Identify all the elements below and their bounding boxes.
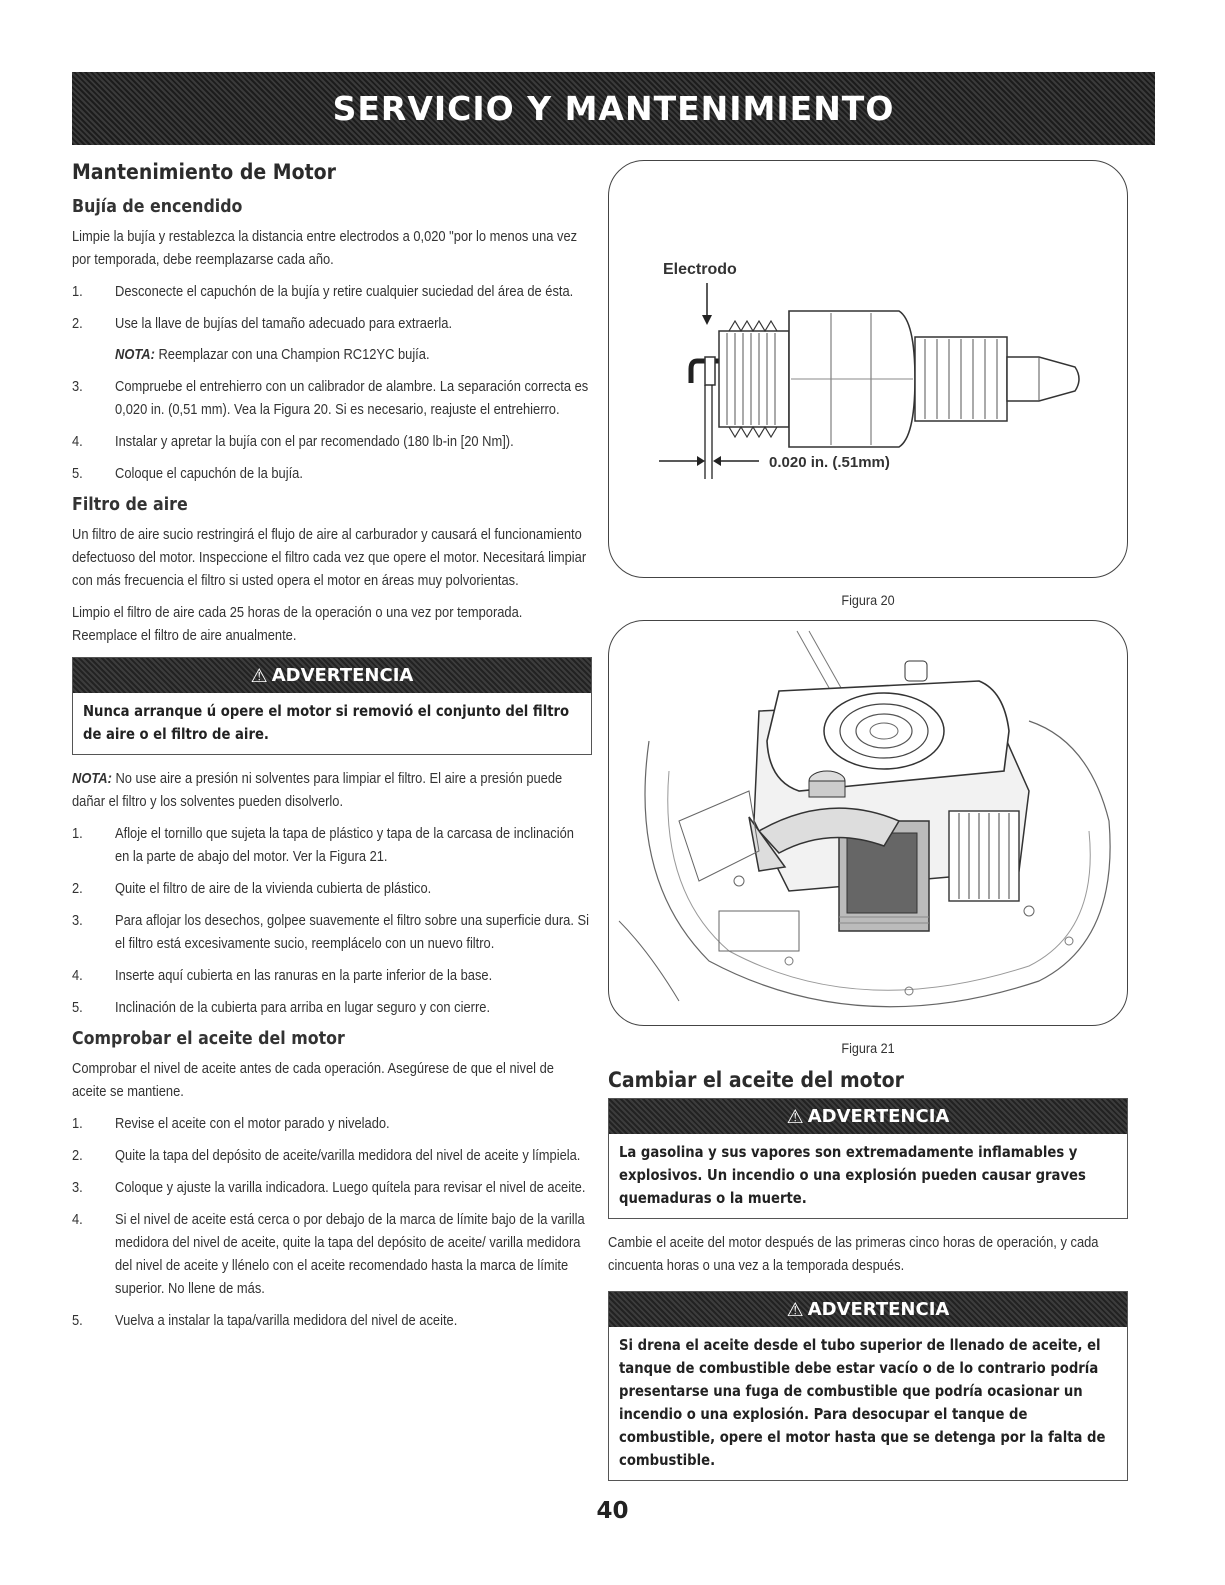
warning-text: Nunca arranque ú opere el motor si removió el conjunto del filtro de aire o el filtro de aire. — [83, 702, 570, 743]
spark-plug-steps — [72, 280, 592, 485]
list-item: 2. Use la llave de bujías del tamaño adecuado para extraerla. NOTA: Reemplazar con una Champion RC12YC bujía. — [72, 312, 591, 366]
list-item: 4. Si el nivel de aceite está cerca o por debajo de la marca de límite bajo de la varilla medidora del nivel de aceite, quite la tapa del depósito de aceite/ varilla medidora del nivel de aceite y llénelo con el aceite recomendado hasta la marca de límite superior. No llene de más. — [72, 1211, 585, 1297]
section-banner — [72, 72, 1155, 145]
change-oil-heading: Cambiar el aceite del motor — [608, 1068, 904, 1092]
page-number: 40 — [596, 1498, 629, 1524]
list-item: 5. Inclinación de la cubierta para arriba en lugar seguro y con cierre. — [72, 999, 491, 1016]
air-filter-warning — [72, 657, 592, 755]
air-filter-note: NOTA: No use aire a presión ni solventes para limpiar el filtro. El aire a presión puede dañar el filtro y los solventes pueden disolverlo. — [72, 770, 563, 810]
electrode-label: Electrodo — [663, 261, 737, 278]
list-item: 5. Coloque el capuchón de la bujía. — [72, 465, 303, 482]
spark-plug-heading: Bujía de encendido — [72, 196, 243, 217]
warning-header: ⚠ ADVERTENCIA — [73, 658, 591, 693]
banner-title: SERVICIO Y MANTENIMIENTO — [332, 89, 895, 128]
warning-header: ⚠ ADVERTENCIA — [609, 1099, 1127, 1134]
list-item: 2. Quite la tapa del depósito de aceite/varilla medidora del nivel de aceite y límpiela. — [72, 1147, 581, 1164]
engine-illustration — [609, 621, 1127, 1025]
air-filter-heading: Filtro de aire — [72, 494, 188, 515]
list-item: 1. Revise el aceite con el motor parado y nivelado. — [72, 1115, 390, 1132]
list-item: 4. Instalar y apretar la bujía con el par recomendado (180 lb-in [20 Nm]). — [72, 433, 514, 450]
list-item: 1. Desconecte el capuchón de la bujía y retire cualquier suciedad del área de ésta. — [72, 283, 574, 300]
list-item: 3. Compruebe el entrehierro con un calibrador de alambre. La separación correcta es 0,020 in. (0,51 mm). Vea la Figura 20. Si es necesario, reajuste el entrehierro. — [72, 378, 589, 418]
air-filter-paragraph-2: Limpio el filtro de aire cada 25 horas de la operación o una vez por temporada. Reemplace el filtro de aire anualmente. — [72, 604, 523, 644]
check-oil-heading: Comprobar el aceite del motor — [72, 1028, 345, 1049]
spark-plug-illustration — [609, 161, 1127, 577]
right-column — [608, 160, 1128, 1493]
spark-plug-note: NOTA: Reemplazar con una Champion RC12YC bujía. — [115, 346, 430, 363]
warning-text: Si drena el aceite desde el tubo superior de llenado de aceite, el tanque de combustible debe estar vacío o de lo contrario podría presentarse una fuga de combustible que podría ocasionar un incendio o una explosión. Para desocupar el tanque de combustible, opere el motor hasta que se detenga por la falta de combustible. — [619, 1336, 1106, 1469]
change-oil-paragraph: Cambie el aceite del motor después de las primeras cinco horas de operación, y cada cincuenta horas o una vez a la temporada después. — [608, 1234, 1099, 1274]
engine-maintenance-heading: Mantenimiento de Motor — [72, 160, 336, 184]
gap-measurement-label: 0.020 in. (.51mm) — [769, 454, 890, 471]
gasoline-warning — [608, 1098, 1128, 1219]
fuel-drain-warning — [608, 1291, 1128, 1481]
warning-triangle-icon: ⚠ — [250, 664, 268, 687]
figure-20 — [608, 160, 1128, 578]
check-oil-steps — [72, 1112, 592, 1332]
list-item: 4. Inserte aquí cubierta en las ranuras en la parte inferior de la base. — [72, 967, 493, 984]
list-item: 2. Quite el filtro de aire de la vivienda cubierta de plástico. — [72, 880, 432, 897]
list-item: 1. Afloje el tornillo que sujeta la tapa de plástico y tapa de la carcasa de inclinación en la parte de abajo del motor. Ver la Figura 21. — [72, 825, 574, 865]
warning-text: La gasolina y sus vapores son extremadamente inflamables y explosivos. Un incendio o una explosión pueden causar graves quemaduras o la muerte. — [619, 1143, 1086, 1207]
warning-header: ⚠ ADVERTENCIA — [609, 1292, 1127, 1327]
figure-21 — [608, 620, 1128, 1026]
air-filter-paragraph-1: Un filtro de aire sucio restringirá el flujo de aire al carburador y causará el funcionamiento defectuoso del motor. Inspeccione el filtro cada vez que opere el motor. Necesitará limpiar con más frecuencia el filtro si usted opera el motor en áreas muy polvorientas. — [72, 526, 587, 589]
list-item: 3. Coloque y ajuste la varilla indicadora. Luego quítela para revisar el nivel de aceite. — [72, 1179, 586, 1196]
left-column — [72, 160, 592, 1341]
list-item: 3. Para aflojar los desechos, golpee suavemente el filtro sobre una superficie dura. Si el filtro está excesivamente sucio, reemplácelo con un nuevo filtro. — [72, 912, 589, 952]
figure-21-caption: Figura 21 — [841, 1040, 895, 1056]
check-oil-intro: Comprobar el nivel de aceite antes de cada operación. Asegúrese de que el nivel de aceite se mantiene. — [72, 1060, 554, 1100]
figure-20-caption: Figura 20 — [841, 592, 895, 608]
warning-triangle-icon: ⚠ — [786, 1298, 804, 1321]
list-item: 5. Vuelva a instalar la tapa/varilla medidora del nivel de aceite. — [72, 1312, 458, 1329]
warning-triangle-icon: ⚠ — [786, 1105, 804, 1128]
spark-plug-intro: Limpie la bujía y restablezca la distancia entre electrodos a 0,020 "por lo menos una vez por temporada, debe reemplazarse cada año. — [72, 228, 578, 268]
air-filter-steps — [72, 822, 592, 1019]
